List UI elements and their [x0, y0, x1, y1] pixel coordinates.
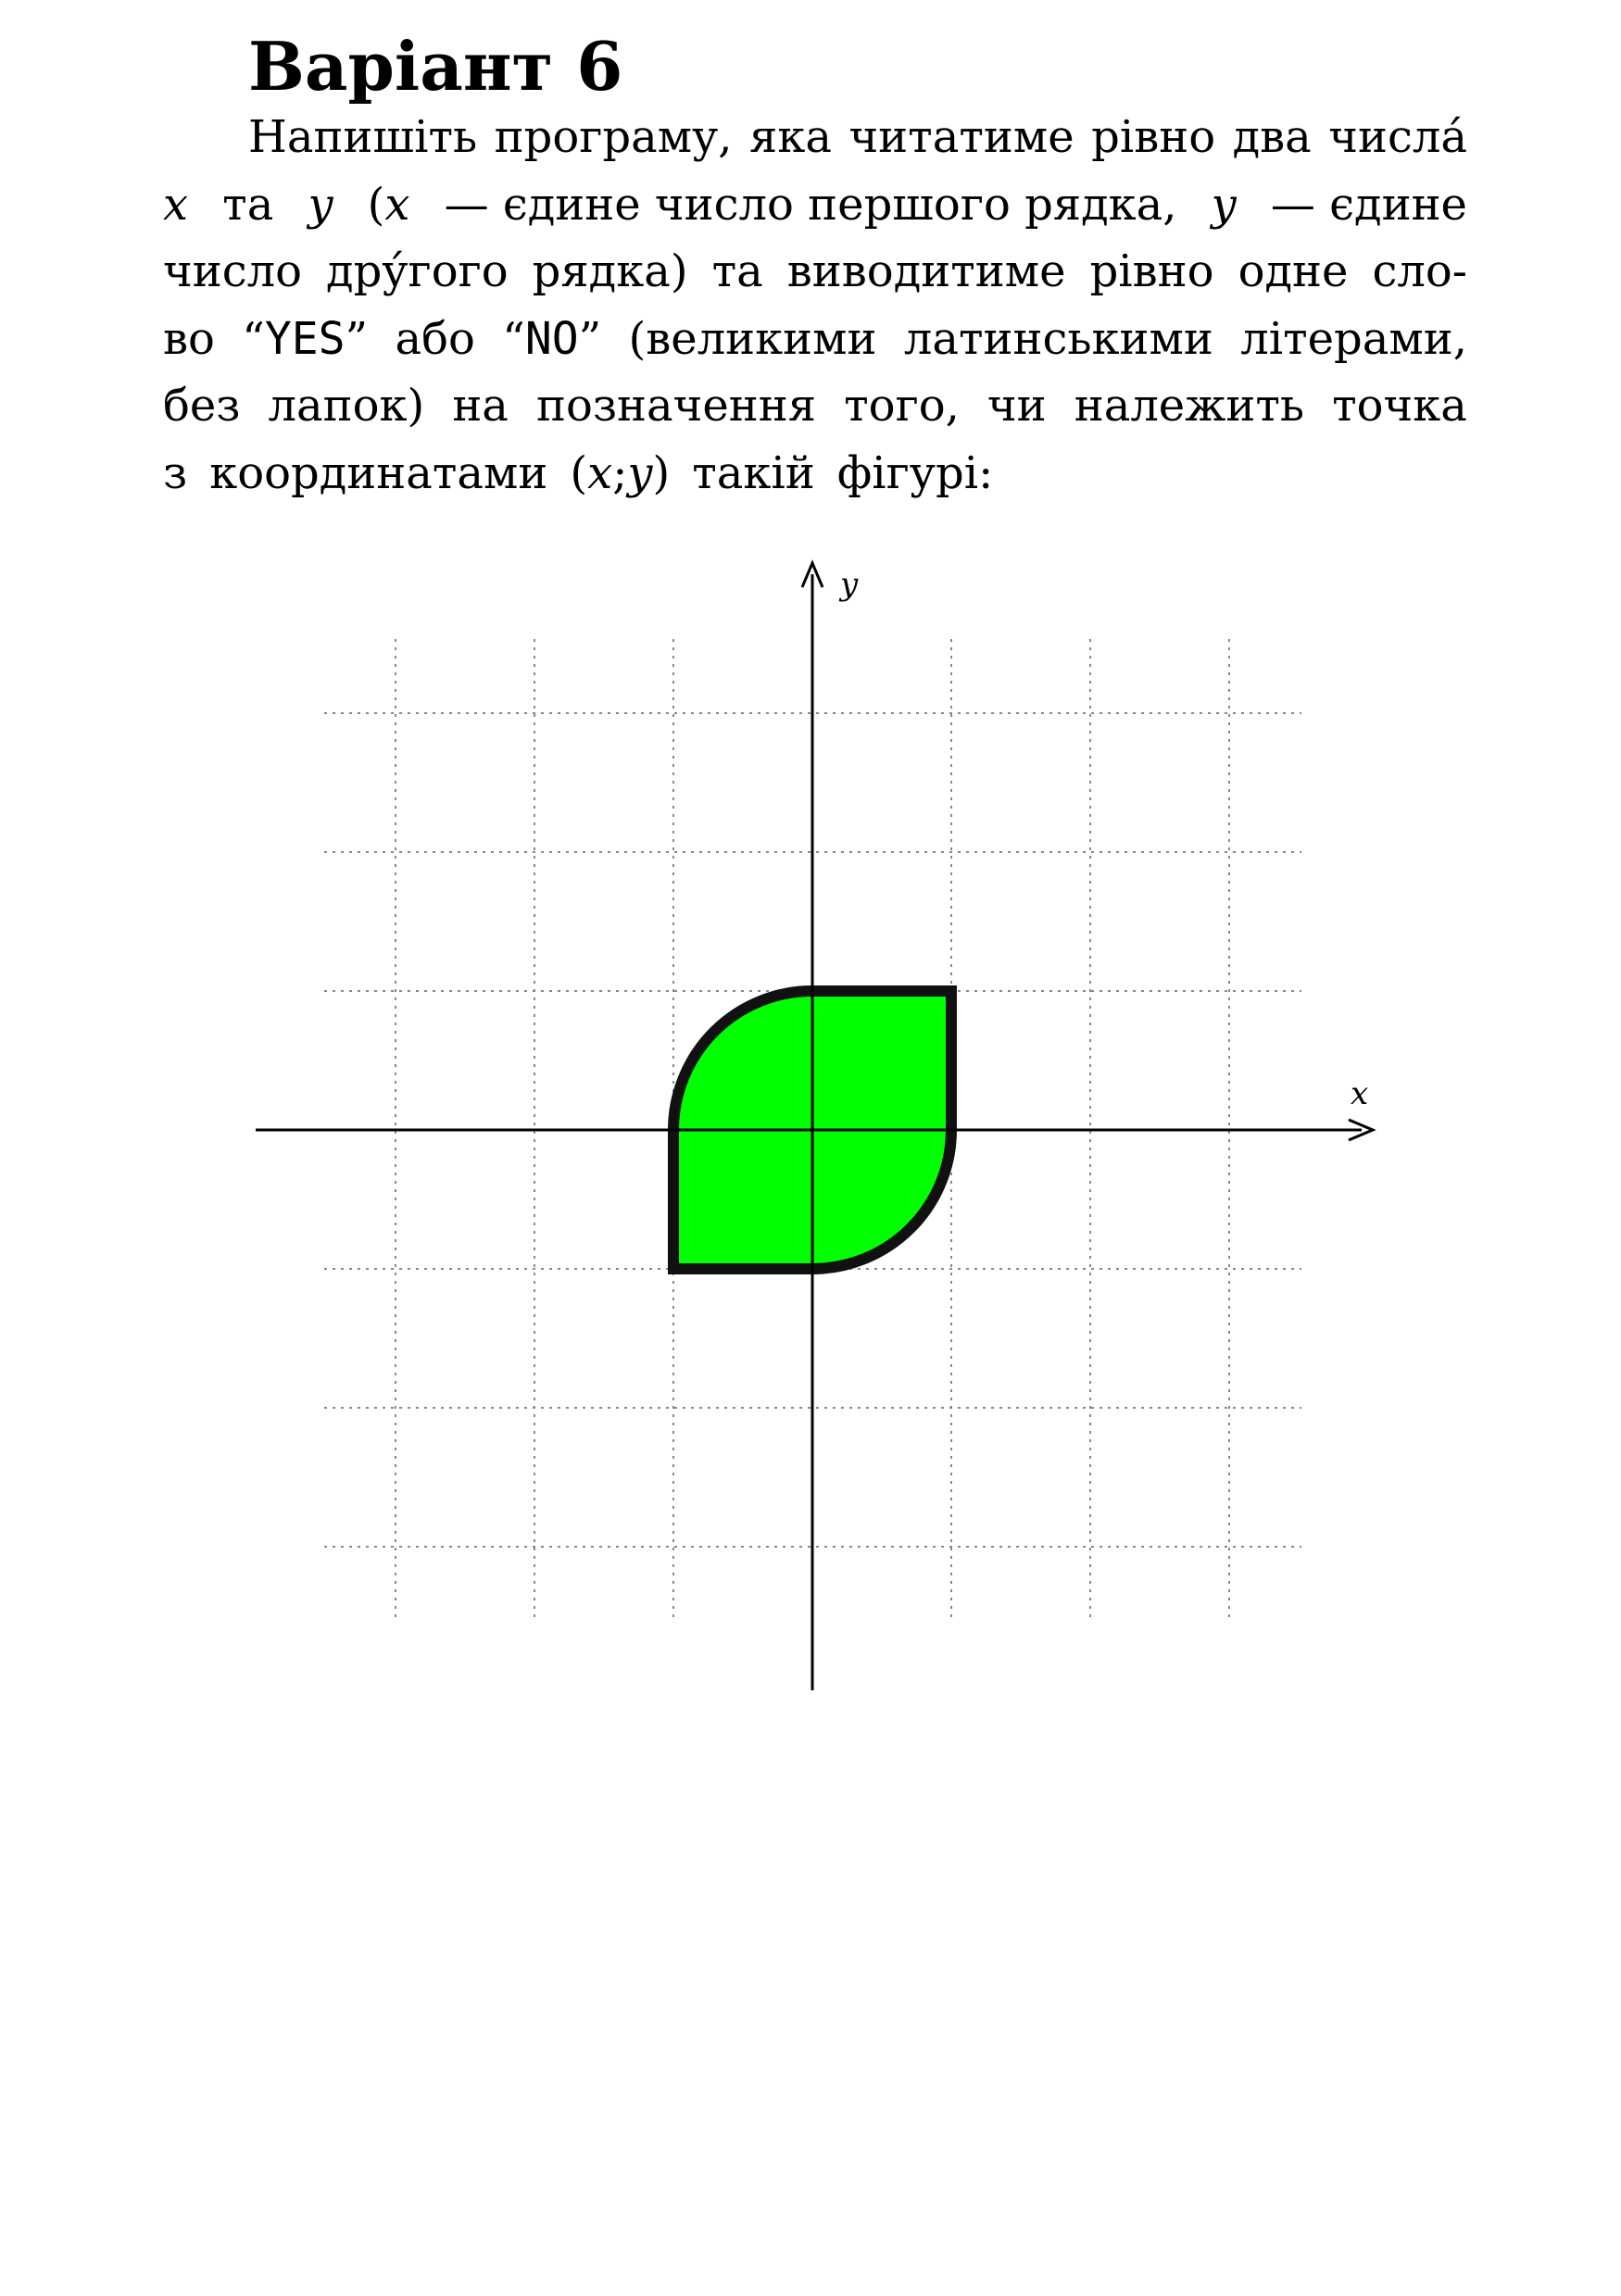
math-var: x [587, 446, 613, 499]
word: координатами [209, 446, 548, 499]
word: та [222, 178, 274, 231]
word: точка [1332, 380, 1467, 432]
y-axis-label: y [840, 566, 859, 603]
word: чи [986, 380, 1047, 432]
math-var: y [1211, 178, 1237, 231]
word: два [1232, 111, 1312, 163]
code-word: NO [524, 312, 579, 365]
math-var: y [308, 178, 333, 231]
semicolon: ; [612, 446, 628, 499]
word: латинськими [903, 312, 1213, 365]
x-axis-label: x [1351, 1075, 1369, 1112]
word: з [163, 446, 188, 499]
quote: ” [578, 312, 602, 365]
word: такій [692, 446, 815, 499]
code-word: YES [264, 312, 346, 365]
quote: “ [502, 312, 525, 365]
phrase: — єдине [1270, 178, 1467, 231]
paren: ( [367, 178, 385, 231]
word: яка [749, 111, 832, 163]
word: або [395, 312, 475, 365]
quote: “ [242, 312, 265, 365]
paren: ( [570, 446, 588, 499]
word: позначення [535, 380, 817, 432]
word: Напишіть [248, 111, 478, 163]
word: належить [1074, 380, 1305, 432]
word: рівно [1089, 245, 1214, 297]
word: програму, [494, 111, 733, 163]
math-var: y [627, 446, 653, 499]
word: читатиме [848, 111, 1074, 163]
math-var: x [384, 178, 410, 231]
word: виводитиме [786, 245, 1066, 297]
word: фігурі: [836, 446, 994, 499]
word: во [163, 312, 215, 365]
word: літерами, [1240, 312, 1467, 365]
word: (великими [628, 312, 877, 365]
word: число [163, 245, 302, 297]
math-var: x [163, 178, 189, 231]
page-title: Варіант 6 [248, 27, 623, 106]
word: того, [844, 380, 960, 432]
word: дру́гого [326, 245, 509, 297]
word: сло- [1372, 245, 1467, 297]
quote: ” [345, 312, 369, 365]
phrase: — єдине число першого рядка, [444, 178, 1177, 231]
word: числа́ [1328, 111, 1467, 163]
word: одне [1238, 245, 1349, 297]
word: лапок) [268, 380, 425, 432]
word: рядка) [532, 245, 688, 297]
word: та [711, 245, 763, 297]
paren: ) [652, 446, 671, 499]
word: рівно [1091, 111, 1216, 163]
word: на [452, 380, 509, 432]
word: без [163, 380, 241, 432]
